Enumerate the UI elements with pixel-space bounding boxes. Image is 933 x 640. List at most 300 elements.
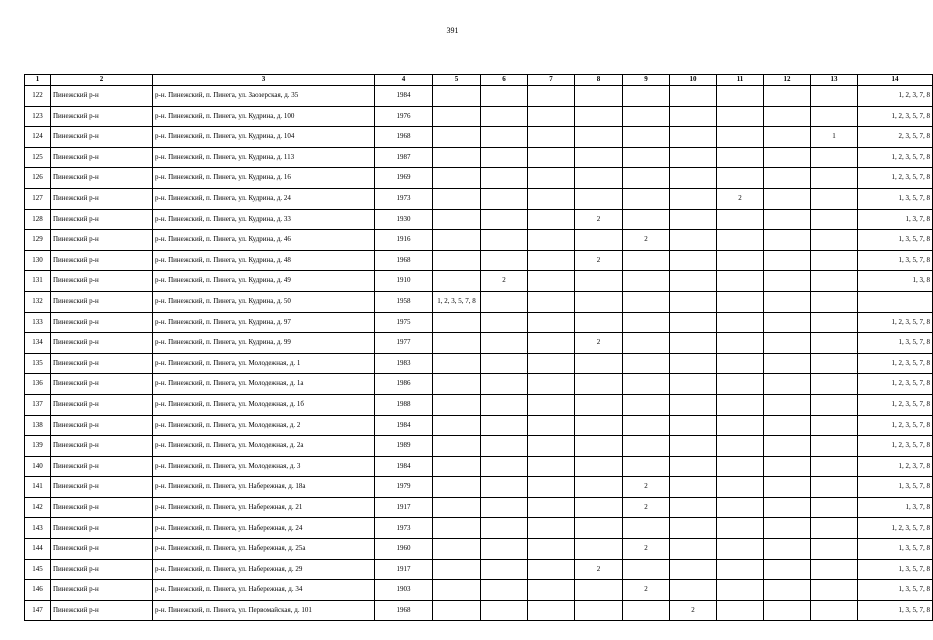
col13-cell — [811, 600, 858, 621]
col11-cell — [717, 271, 764, 292]
col10-cell — [670, 333, 717, 354]
col6-cell — [481, 312, 528, 333]
col7-cell — [528, 580, 575, 601]
col6-cell — [481, 436, 528, 457]
col14-cell: 1, 2, 3, 5, 7, 8 — [858, 394, 933, 415]
col7-cell — [528, 86, 575, 107]
col12-cell — [764, 168, 811, 189]
col5-cell — [433, 456, 481, 477]
district-cell: Пинежский р-н — [51, 147, 153, 168]
row-number: 147 — [25, 600, 51, 621]
col8-cell — [575, 86, 623, 107]
col6-cell — [481, 127, 528, 148]
col10-cell — [670, 374, 717, 395]
col10-cell — [670, 436, 717, 457]
col8-cell — [575, 456, 623, 477]
col5-cell — [433, 188, 481, 209]
col9-cell — [623, 333, 670, 354]
col9-cell — [623, 250, 670, 271]
col13-cell — [811, 518, 858, 539]
col10-cell — [670, 230, 717, 251]
page-number: 391 — [446, 26, 459, 35]
col7-cell — [528, 394, 575, 415]
col6-cell: 2 — [481, 271, 528, 292]
year-cell: 1984 — [375, 415, 433, 436]
col14-cell: 1, 2, 3, 7, 8 — [858, 86, 933, 107]
col8-cell — [575, 394, 623, 415]
address-cell: р-н. Пинежский, п. Пинега, ул. Заозерская, д. 35 — [153, 86, 375, 107]
col8-cell — [575, 312, 623, 333]
address-cell: р-н. Пинежский, п. Пинега, ул. Кудрина, д. 99 — [153, 333, 375, 354]
col6-cell — [481, 415, 528, 436]
table-row — [25, 333, 933, 354]
col7-cell — [528, 456, 575, 477]
col6-cell — [481, 106, 528, 127]
table-row — [25, 580, 933, 601]
col9-cell: 2 — [623, 539, 670, 560]
col12-cell — [764, 291, 811, 312]
col13-cell — [811, 86, 858, 107]
col5-cell — [433, 353, 481, 374]
col13-cell — [811, 497, 858, 518]
address-cell: р-н. Пинежский, п. Пинега, ул. Кудрина, д. 97 — [153, 312, 375, 333]
col10-cell — [670, 168, 717, 189]
col12-cell — [764, 518, 811, 539]
col7-cell — [528, 477, 575, 498]
district-cell: Пинежский р-н — [51, 188, 153, 209]
col7-cell — [528, 291, 575, 312]
col14-cell: 1, 3, 5, 7, 8 — [858, 188, 933, 209]
col13-cell — [811, 250, 858, 271]
row-number: 127 — [25, 188, 51, 209]
col13-cell — [811, 415, 858, 436]
row-number: 139 — [25, 436, 51, 457]
address-cell: р-н. Пинежский, п. Пинега, ул. Молодежная, д. 1а — [153, 374, 375, 395]
col11-cell — [717, 127, 764, 148]
col12-cell — [764, 559, 811, 580]
row-number: 144 — [25, 539, 51, 560]
column-header-3: 3 — [153, 75, 375, 86]
col7-cell — [528, 415, 575, 436]
col12-cell — [764, 230, 811, 251]
col5-cell — [433, 168, 481, 189]
col6-cell — [481, 147, 528, 168]
col10-cell — [670, 539, 717, 560]
col14-cell: 1, 2, 3, 5, 7, 8 — [858, 353, 933, 374]
col14-cell: 1, 3, 8 — [858, 271, 933, 292]
row-number: 145 — [25, 559, 51, 580]
col7-cell — [528, 436, 575, 457]
col10-cell — [670, 291, 717, 312]
col12-cell — [764, 497, 811, 518]
col9-cell — [623, 436, 670, 457]
district-cell: Пинежский р-н — [51, 209, 153, 230]
col10-cell — [670, 312, 717, 333]
col5-cell — [433, 209, 481, 230]
col10-cell — [670, 188, 717, 209]
col6-cell — [481, 580, 528, 601]
col5-cell — [433, 518, 481, 539]
col12-cell — [764, 209, 811, 230]
col5-cell — [433, 271, 481, 292]
col10-cell — [670, 127, 717, 148]
col8-cell: 2 — [575, 250, 623, 271]
col5-cell — [433, 230, 481, 251]
column-header-8: 8 — [575, 75, 623, 86]
col9-cell — [623, 209, 670, 230]
col8-cell — [575, 230, 623, 251]
column-header-1: 1 — [25, 75, 51, 86]
col8-cell — [575, 188, 623, 209]
col9-cell: 2 — [623, 580, 670, 601]
year-cell: 1916 — [375, 230, 433, 251]
row-number: 122 — [25, 86, 51, 107]
col5-cell — [433, 312, 481, 333]
col8-cell — [575, 168, 623, 189]
district-cell: Пинежский р-н — [51, 127, 153, 148]
address-cell: р-н. Пинежский, п. Пинега, ул. Кудрина, д. 49 — [153, 271, 375, 292]
address-cell: р-н. Пинежский, п. Пинега, ул. Набережная, д. 34 — [153, 580, 375, 601]
col13-cell — [811, 333, 858, 354]
table-row — [25, 497, 933, 518]
col14-cell: 1, 3, 5, 7, 8 — [858, 230, 933, 251]
col6-cell — [481, 394, 528, 415]
col7-cell — [528, 518, 575, 539]
table-row — [25, 188, 933, 209]
col13-cell — [811, 477, 858, 498]
col11-cell — [717, 86, 764, 107]
col12-cell — [764, 188, 811, 209]
col11-cell — [717, 168, 764, 189]
col12-cell — [764, 374, 811, 395]
table-row — [25, 415, 933, 436]
col12-cell — [764, 127, 811, 148]
year-cell: 1968 — [375, 250, 433, 271]
district-cell: Пинежский р-н — [51, 86, 153, 107]
col14-cell: 1, 2, 3, 5, 7, 8 — [858, 106, 933, 127]
col7-cell — [528, 168, 575, 189]
col8-cell: 2 — [575, 209, 623, 230]
district-cell: Пинежский р-н — [51, 518, 153, 539]
col11-cell — [717, 497, 764, 518]
col6-cell — [481, 600, 528, 621]
year-cell: 1977 — [375, 333, 433, 354]
district-cell: Пинежский р-н — [51, 230, 153, 251]
col9-cell — [623, 518, 670, 539]
col10-cell — [670, 250, 717, 271]
col12-cell — [764, 539, 811, 560]
col5-cell — [433, 497, 481, 518]
year-cell: 1968 — [375, 127, 433, 148]
col9-cell — [623, 394, 670, 415]
col7-cell — [528, 250, 575, 271]
col10-cell — [670, 456, 717, 477]
col5-cell — [433, 477, 481, 498]
district-cell: Пинежский р-н — [51, 497, 153, 518]
row-number: 143 — [25, 518, 51, 539]
table-row — [25, 394, 933, 415]
column-header-13: 13 — [811, 75, 858, 86]
table-row — [25, 374, 933, 395]
col8-cell — [575, 436, 623, 457]
col8-cell — [575, 374, 623, 395]
col8-cell: 2 — [575, 333, 623, 354]
address-cell: р-н. Пинежский, п. Пинега, ул. Кудрина, д. 104 — [153, 127, 375, 148]
col6-cell — [481, 477, 528, 498]
col14-cell: 1, 3, 5, 7, 8 — [858, 539, 933, 560]
address-cell: р-н. Пинежский, п. Пинега, ул. Первомайская, д. 101 — [153, 600, 375, 621]
col14-cell: 1, 3, 5, 7, 8 — [858, 477, 933, 498]
address-cell: р-н. Пинежский, п. Пинега, ул. Кудрина, д. 46 — [153, 230, 375, 251]
col7-cell — [528, 147, 575, 168]
col7-cell — [528, 209, 575, 230]
col10-cell — [670, 580, 717, 601]
col5-cell — [433, 559, 481, 580]
row-number: 132 — [25, 291, 51, 312]
row-number: 142 — [25, 497, 51, 518]
col13-cell — [811, 353, 858, 374]
col9-cell — [623, 456, 670, 477]
col9-cell — [623, 147, 670, 168]
col14-cell: 1, 2, 3, 5, 7, 8 — [858, 374, 933, 395]
col8-cell — [575, 518, 623, 539]
col6-cell — [481, 188, 528, 209]
col6-cell — [481, 539, 528, 560]
column-header-11: 11 — [717, 75, 764, 86]
col13-cell — [811, 559, 858, 580]
col11-cell — [717, 353, 764, 374]
col6-cell — [481, 291, 528, 312]
address-cell: р-н. Пинежский, п. Пинега, ул. Кудрина, д. 50 — [153, 291, 375, 312]
district-cell: Пинежский р-н — [51, 168, 153, 189]
col11-cell — [717, 600, 764, 621]
row-number: 134 — [25, 333, 51, 354]
district-cell: Пинежский р-н — [51, 580, 153, 601]
col10-cell — [670, 271, 717, 292]
col10-cell: 2 — [670, 600, 717, 621]
col8-cell: 2 — [575, 559, 623, 580]
table-row — [25, 600, 933, 621]
col6-cell — [481, 353, 528, 374]
col10-cell — [670, 147, 717, 168]
col7-cell — [528, 559, 575, 580]
col12-cell — [764, 106, 811, 127]
col5-cell — [433, 147, 481, 168]
col8-cell — [575, 271, 623, 292]
column-header-9: 9 — [623, 75, 670, 86]
table-row — [25, 209, 933, 230]
col13-cell — [811, 168, 858, 189]
col10-cell — [670, 559, 717, 580]
district-cell: Пинежский р-н — [51, 394, 153, 415]
col10-cell — [670, 353, 717, 374]
col11-cell — [717, 230, 764, 251]
col11-cell: 2 — [717, 188, 764, 209]
address-cell: р-н. Пинежский, п. Пинега, ул. Молодежная, д. 1б — [153, 394, 375, 415]
year-cell: 1989 — [375, 436, 433, 457]
row-number: 131 — [25, 271, 51, 292]
col5-cell — [433, 333, 481, 354]
col11-cell — [717, 147, 764, 168]
col9-cell: 2 — [623, 230, 670, 251]
col11-cell — [717, 436, 764, 457]
row-number: 129 — [25, 230, 51, 251]
col6-cell — [481, 456, 528, 477]
col14-cell: 2, 3, 5, 7, 8 — [858, 127, 933, 148]
table-header — [25, 75, 933, 86]
col14-cell: 1, 3, 5, 7, 8 — [858, 600, 933, 621]
table-row — [25, 539, 933, 560]
year-cell: 1917 — [375, 497, 433, 518]
col6-cell — [481, 230, 528, 251]
district-cell: Пинежский р-н — [51, 374, 153, 395]
row-number: 124 — [25, 127, 51, 148]
col9-cell: 2 — [623, 497, 670, 518]
col7-cell — [528, 230, 575, 251]
col13-cell — [811, 291, 858, 312]
col11-cell — [717, 209, 764, 230]
row-number: 137 — [25, 394, 51, 415]
column-header-14: 14 — [858, 75, 933, 86]
year-cell: 1930 — [375, 209, 433, 230]
col8-cell — [575, 497, 623, 518]
table-row — [25, 353, 933, 374]
col11-cell — [717, 456, 764, 477]
col13-cell — [811, 188, 858, 209]
address-cell: р-н. Пинежский, п. Пинега, ул. Кудрина, д. 48 — [153, 250, 375, 271]
address-cell: р-н. Пинежский, п. Пинега, ул. Кудрина, д. 100 — [153, 106, 375, 127]
col5-cell — [433, 127, 481, 148]
col12-cell — [764, 394, 811, 415]
col6-cell — [481, 333, 528, 354]
table-row — [25, 147, 933, 168]
col12-cell — [764, 312, 811, 333]
col5-cell — [433, 250, 481, 271]
col11-cell — [717, 539, 764, 560]
district-cell: Пинежский р-н — [51, 559, 153, 580]
col11-cell — [717, 394, 764, 415]
col12-cell — [764, 250, 811, 271]
district-cell: Пинежский р-н — [51, 436, 153, 457]
col6-cell — [481, 250, 528, 271]
table-body — [25, 86, 933, 621]
row-number: 123 — [25, 106, 51, 127]
col7-cell — [528, 188, 575, 209]
col5-cell — [433, 106, 481, 127]
col8-cell — [575, 600, 623, 621]
district-cell: Пинежский р-н — [51, 333, 153, 354]
col14-cell: 1, 3, 5, 7, 8 — [858, 580, 933, 601]
year-cell: 1917 — [375, 559, 433, 580]
col7-cell — [528, 127, 575, 148]
col9-cell — [623, 127, 670, 148]
year-cell: 1975 — [375, 312, 433, 333]
row-number: 141 — [25, 477, 51, 498]
district-cell: Пинежский р-н — [51, 250, 153, 271]
column-header-5: 5 — [433, 75, 481, 86]
col5-cell — [433, 374, 481, 395]
col9-cell — [623, 188, 670, 209]
col6-cell — [481, 518, 528, 539]
col12-cell — [764, 86, 811, 107]
year-cell: 1903 — [375, 580, 433, 601]
col10-cell — [670, 518, 717, 539]
address-cell: р-н. Пинежский, п. Пинега, ул. Молодежная, д. 3 — [153, 456, 375, 477]
row-number: 136 — [25, 374, 51, 395]
col9-cell: 2 — [623, 477, 670, 498]
col9-cell — [623, 600, 670, 621]
col14-cell — [858, 291, 933, 312]
row-number: 126 — [25, 168, 51, 189]
column-header-2: 2 — [51, 75, 153, 86]
year-cell: 1987 — [375, 147, 433, 168]
col11-cell — [717, 477, 764, 498]
col11-cell — [717, 250, 764, 271]
col10-cell — [670, 394, 717, 415]
table-row — [25, 230, 933, 251]
district-cell: Пинежский р-н — [51, 353, 153, 374]
col11-cell — [717, 291, 764, 312]
row-number: 133 — [25, 312, 51, 333]
col10-cell — [670, 209, 717, 230]
col8-cell — [575, 106, 623, 127]
year-cell: 1988 — [375, 394, 433, 415]
col13-cell — [811, 312, 858, 333]
table-row — [25, 291, 933, 312]
address-cell: р-н. Пинежский, п. Пинега, ул. Кудрина, д. 16 — [153, 168, 375, 189]
district-cell: Пинежский р-н — [51, 415, 153, 436]
year-cell: 1960 — [375, 539, 433, 560]
table-row — [25, 456, 933, 477]
col5-cell — [433, 580, 481, 601]
year-cell: 1910 — [375, 271, 433, 292]
table-row — [25, 127, 933, 148]
col9-cell — [623, 312, 670, 333]
column-header-12: 12 — [764, 75, 811, 86]
table-row — [25, 518, 933, 539]
year-cell: 1973 — [375, 518, 433, 539]
col14-cell: 1, 2, 3, 5, 7, 8 — [858, 436, 933, 457]
year-cell: 1973 — [375, 188, 433, 209]
row-number: 140 — [25, 456, 51, 477]
col5-cell — [433, 436, 481, 457]
col10-cell — [670, 497, 717, 518]
col7-cell — [528, 374, 575, 395]
col8-cell — [575, 147, 623, 168]
col11-cell — [717, 415, 764, 436]
col12-cell — [764, 580, 811, 601]
col13-cell — [811, 456, 858, 477]
col13-cell — [811, 271, 858, 292]
col8-cell — [575, 580, 623, 601]
col9-cell — [623, 86, 670, 107]
row-number: 138 — [25, 415, 51, 436]
col12-cell — [764, 456, 811, 477]
col5-cell — [433, 86, 481, 107]
col9-cell — [623, 106, 670, 127]
col5-cell — [433, 539, 481, 560]
col13-cell — [811, 230, 858, 251]
year-cell: 1986 — [375, 374, 433, 395]
col13-cell — [811, 374, 858, 395]
col12-cell — [764, 415, 811, 436]
address-cell: р-н. Пинежский, п. Пинега, ул. Набережная, д. 21 — [153, 497, 375, 518]
col14-cell: 1, 2, 3, 5, 7, 8 — [858, 312, 933, 333]
col6-cell — [481, 209, 528, 230]
col7-cell — [528, 106, 575, 127]
row-number: 146 — [25, 580, 51, 601]
district-cell: Пинежский р-н — [51, 456, 153, 477]
